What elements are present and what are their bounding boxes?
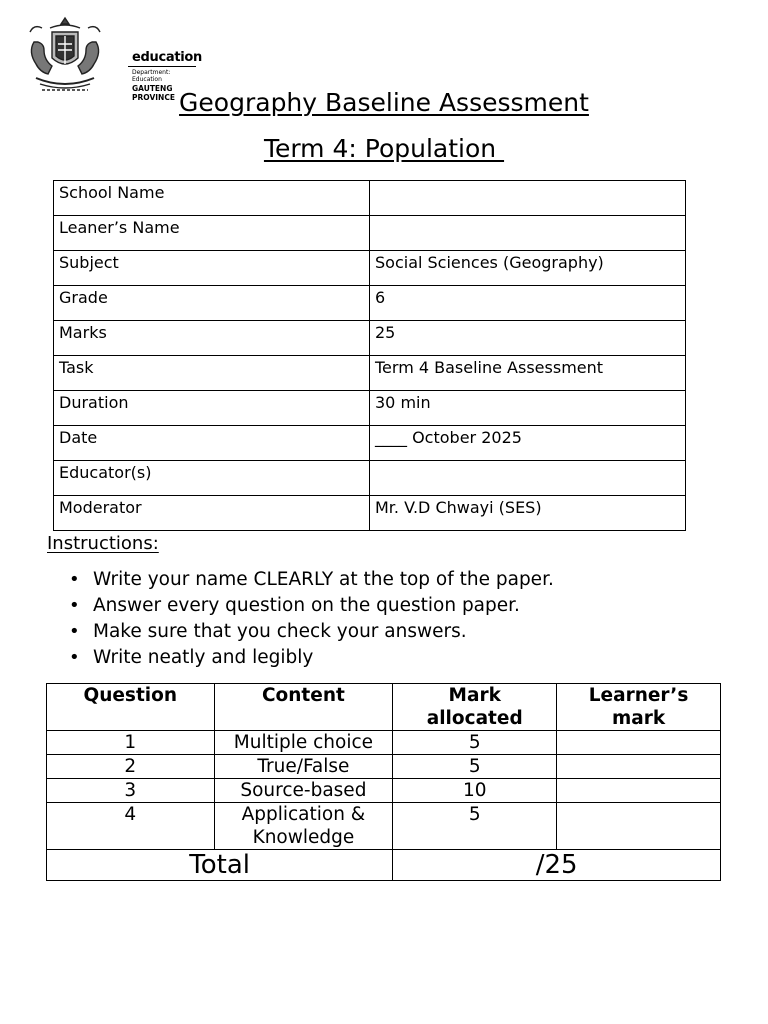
info-value[interactable] bbox=[370, 181, 686, 216]
info-label: Duration bbox=[54, 391, 370, 426]
info-label: Marks bbox=[54, 321, 370, 356]
mark-allocated: 5 bbox=[393, 755, 557, 779]
table-row bbox=[47, 779, 721, 803]
info-label: Leaner’s Name bbox=[54, 216, 370, 251]
total-row bbox=[47, 850, 721, 881]
learner-mark[interactable] bbox=[557, 803, 721, 850]
header-mark-allocated: Mark allocated bbox=[393, 684, 557, 731]
question-content: Source-based bbox=[214, 779, 393, 803]
header-question: Question bbox=[47, 684, 215, 731]
info-value[interactable]: ____ October 2025 bbox=[370, 426, 686, 461]
question-number: 1 bbox=[47, 731, 215, 755]
question-content: Multiple choice bbox=[214, 731, 393, 755]
mark-allocated: 10 bbox=[393, 779, 557, 803]
table-row bbox=[54, 426, 686, 461]
total-label: Total bbox=[47, 850, 393, 881]
table-header-row bbox=[47, 684, 721, 731]
info-value[interactable] bbox=[370, 216, 686, 251]
page-subtitle-text: Term 4: Population bbox=[263, 134, 505, 163]
info-value: Social Sciences (Geography) bbox=[370, 251, 686, 286]
info-value: 25 bbox=[370, 321, 686, 356]
coat-of-arms-icon bbox=[20, 14, 110, 98]
table-row bbox=[54, 251, 686, 286]
question-content: Application & Knowledge bbox=[214, 803, 393, 850]
question-number: 3 bbox=[47, 779, 215, 803]
info-label: Subject bbox=[54, 251, 370, 286]
mark-allocated: 5 bbox=[393, 731, 557, 755]
question-content: True/False bbox=[214, 755, 393, 779]
list-item: • Answer every question on the question paper. bbox=[63, 593, 554, 619]
header-content: Content bbox=[214, 684, 393, 731]
info-value: Term 4 Baseline Assessment bbox=[370, 356, 686, 391]
page-title bbox=[0, 88, 768, 117]
info-value: 6 bbox=[370, 286, 686, 321]
table-row bbox=[54, 321, 686, 356]
info-label: Date bbox=[54, 426, 370, 461]
instructions-heading: Instructions: bbox=[47, 533, 159, 554]
info-label: Moderator bbox=[54, 496, 370, 531]
learner-info-table bbox=[53, 180, 686, 531]
table-row bbox=[47, 803, 721, 850]
info-label: Grade bbox=[54, 286, 370, 321]
table-row bbox=[54, 216, 686, 251]
table-row bbox=[54, 356, 686, 391]
question-number: 2 bbox=[47, 755, 215, 779]
learner-mark[interactable] bbox=[557, 779, 721, 803]
list-item: • Make sure that you check your answers. bbox=[63, 619, 554, 645]
list-item: • Write neatly and legibly bbox=[63, 645, 554, 671]
learner-mark[interactable] bbox=[557, 731, 721, 755]
total-value: /25 bbox=[393, 850, 721, 881]
table-row bbox=[47, 755, 721, 779]
question-number: 4 bbox=[47, 803, 215, 850]
learner-mark[interactable] bbox=[557, 755, 721, 779]
table-row bbox=[54, 461, 686, 496]
table-row bbox=[47, 731, 721, 755]
table-row bbox=[54, 286, 686, 321]
header-learner-mark: Learner’s mark bbox=[557, 684, 721, 731]
mark-allocated: 5 bbox=[393, 803, 557, 850]
table-row bbox=[54, 496, 686, 531]
mark-allocation-table bbox=[46, 683, 721, 881]
info-value[interactable] bbox=[370, 461, 686, 496]
table-row bbox=[54, 181, 686, 216]
page-subtitle bbox=[0, 134, 768, 163]
gauteng-education-logo bbox=[20, 14, 203, 102]
instructions-list bbox=[63, 567, 554, 671]
info-label: Task bbox=[54, 356, 370, 391]
logo-province-text: GAUTENG PROVINCE bbox=[132, 84, 175, 102]
info-label: School Name bbox=[54, 181, 370, 216]
info-value: Mr. V.D Chwayi (SES) bbox=[370, 496, 686, 531]
logo-education-text: education bbox=[132, 50, 203, 65]
info-value: 30 min bbox=[370, 391, 686, 426]
info-label: Educator(s) bbox=[54, 461, 370, 496]
logo-department-text: Department: Education bbox=[132, 69, 171, 83]
page-title-text: Geography Baseline Assessment bbox=[179, 88, 589, 117]
list-item: • Write your name CLEARLY at the top of the paper. bbox=[63, 567, 554, 593]
table-row bbox=[54, 391, 686, 426]
